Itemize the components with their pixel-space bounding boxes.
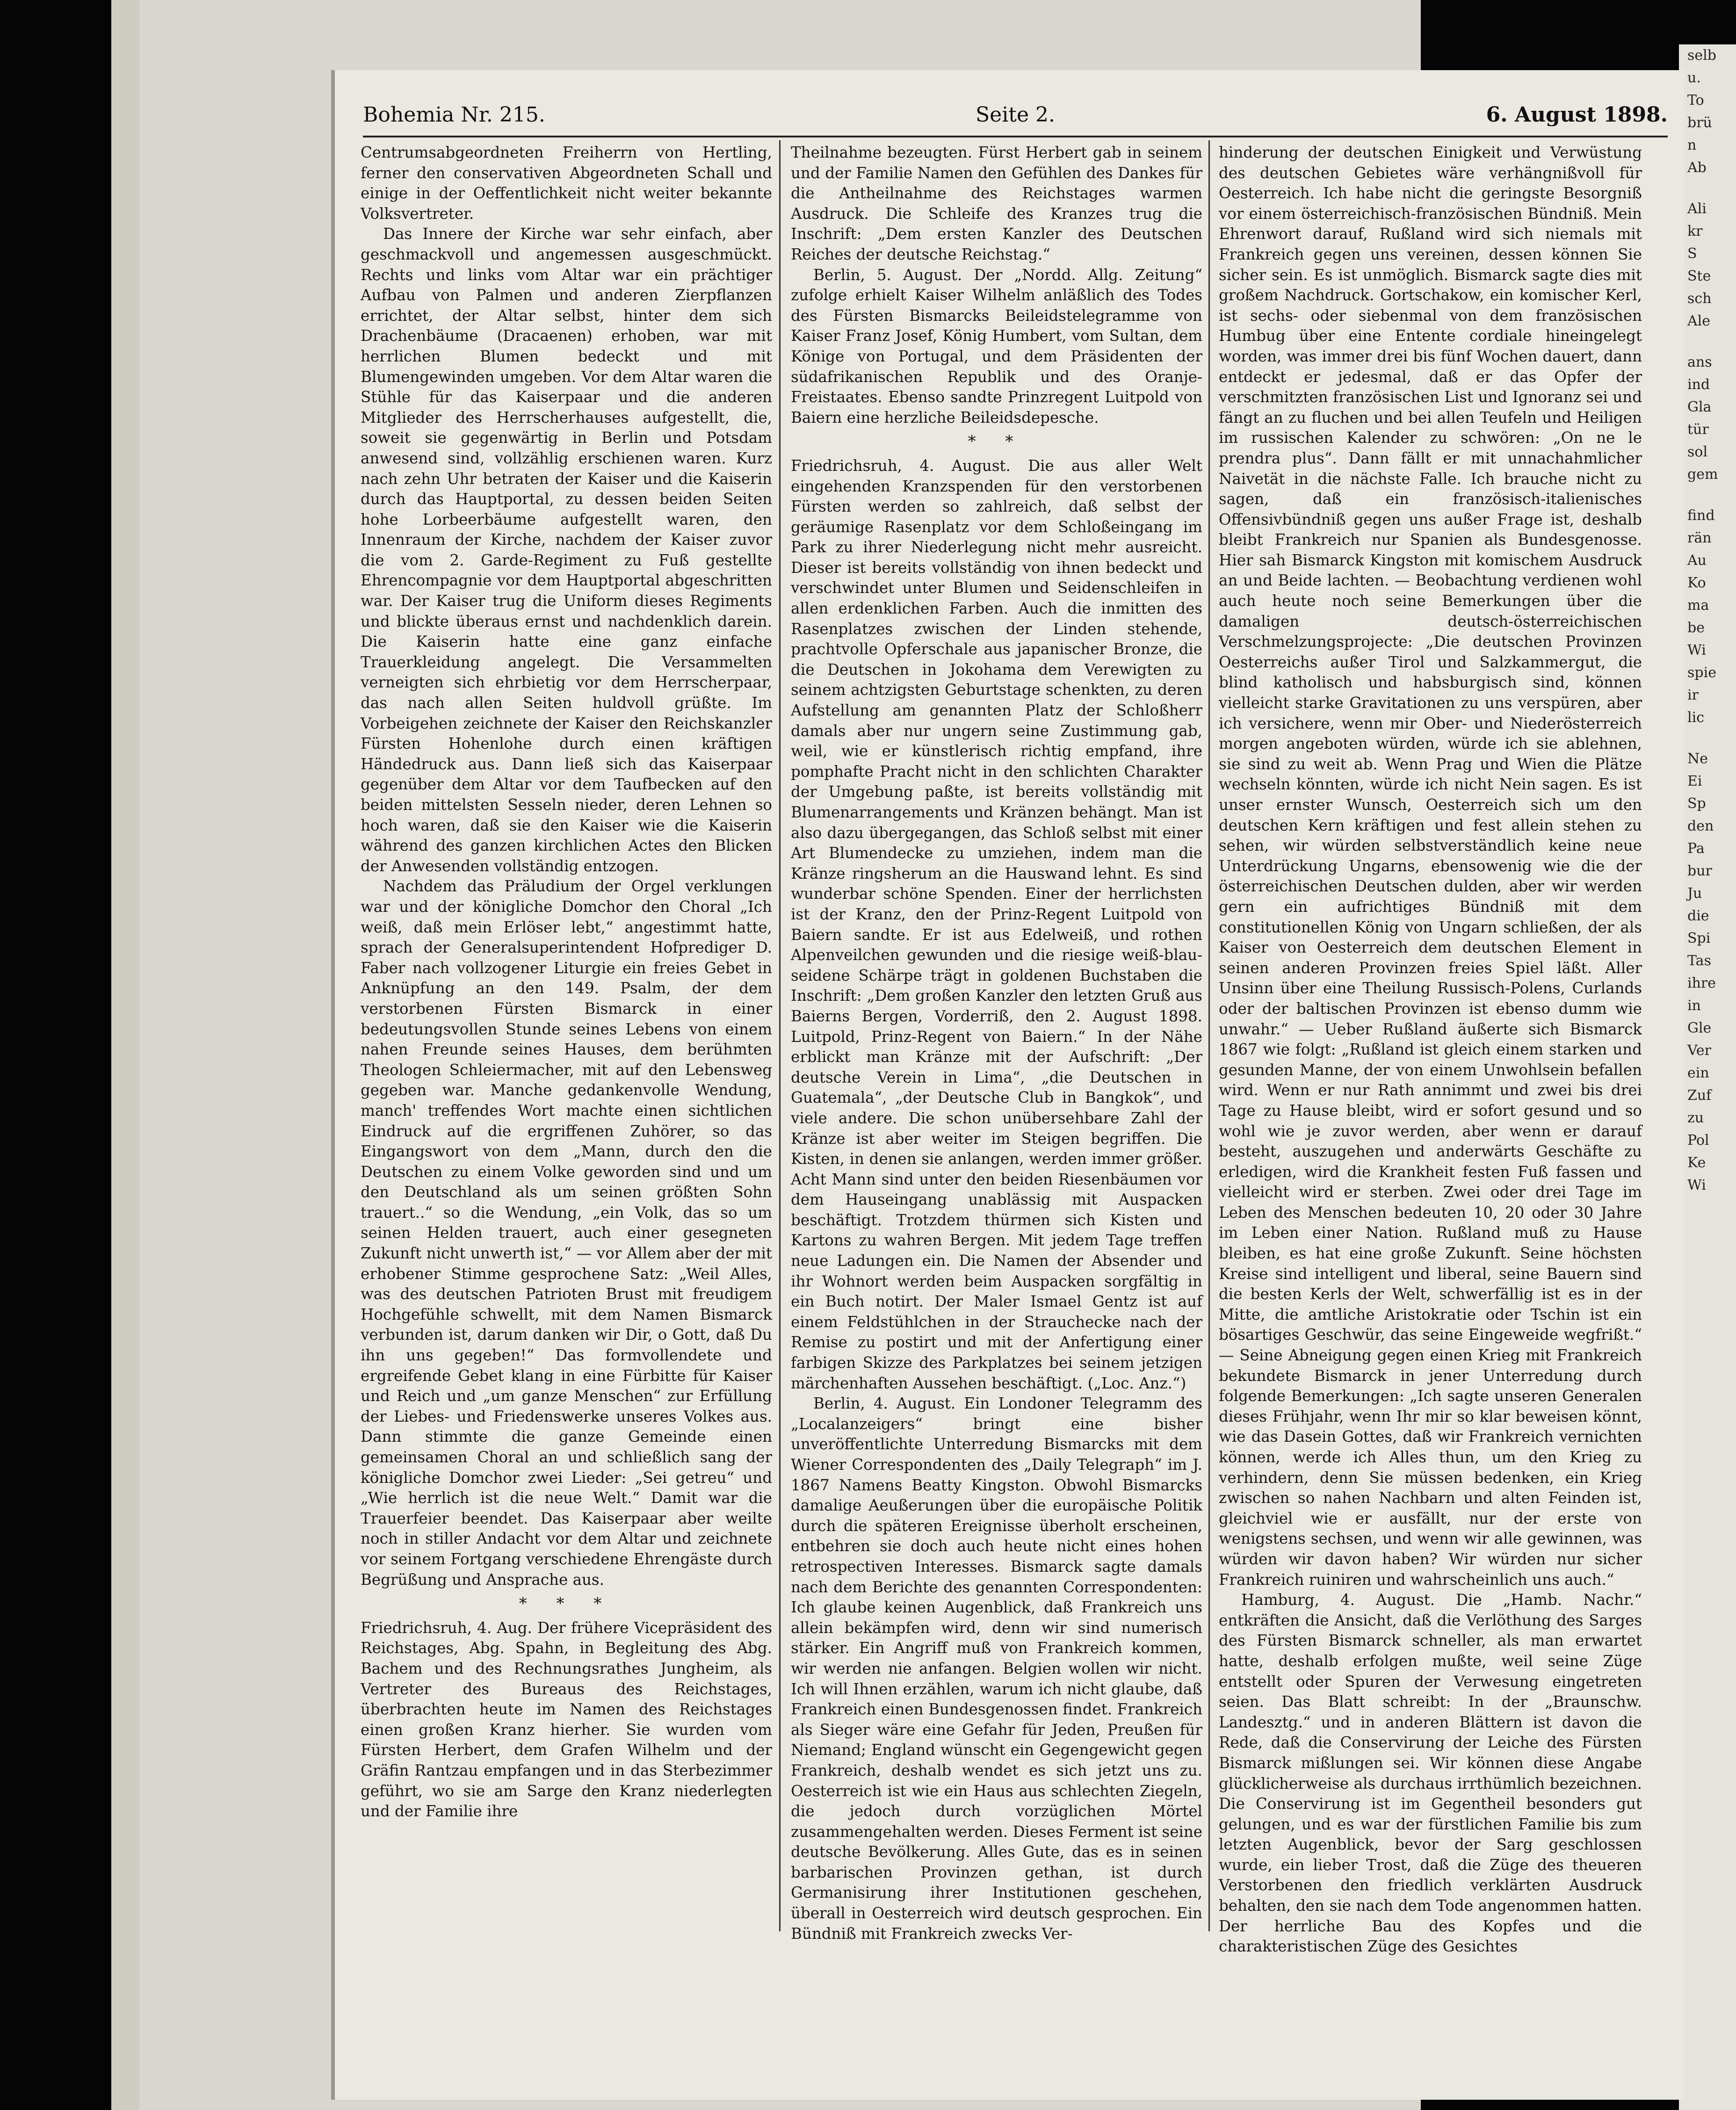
neighbor-line: gem [1687,466,1718,483]
neighbor-line: Wi [1687,642,1706,658]
neighbor-page-fragment [1679,44,1736,2110]
neighbor-line: u. [1687,70,1701,86]
neighbor-line: ein [1687,1065,1709,1081]
neighbor-line: Ke [1687,1155,1706,1171]
section-divider: * * * [519,1594,614,1613]
neighbor-line: Tas [1687,953,1711,969]
neighbor-line: Ne [1687,751,1708,767]
page-number: Seite 2. [976,103,1055,127]
neighbor-line: den [1687,818,1714,834]
column-divider-2 [1208,140,1210,1931]
paragraph: Theilnahme bezeugten. Fürst Herbert gab in seinem und der Familie Namen den Gefühlen des Dankes für die Antheilnahme des Reichstages warmen Ausdruck. Die Schleife des Kranzes trug die Inschrift: „Dem ersten Kanzler des Deutschen Reiches der deutsche Reichstag.“ [791,144,1202,263]
neighbor-line: spie [1687,665,1716,681]
neighbor-line: ir [1687,687,1699,703]
paragraph: Friedrichsruh, 4. Aug. Der frühere Vicepräsident des Reichstages, Abg. Spahn, in Begleitung des Abg. Bachem und des Rechnungsrathes Jungheim, als Vertreter des Bureaus des Reichstages, überbrachten heute im Namen des Reichstages einen großen Kranz hierher. Sie wurden vom Fürsten Herbert, dem Grafen Wilhelm und der Gräfin Rantzau empfangen und in das Sterbezimmer geführt, wo sie am Sarge den Kranz niederlegten und der Familie ihre [361,1619,772,1821]
column-3 [1219,143,1642,1956]
neighbor-line: be [1687,620,1705,636]
column-divider-1 [779,140,781,1931]
neighbor-line: sol [1687,444,1708,460]
paragraph: Friedrichsruh, 4. August. Die aus aller Welt eingehenden Kranzspenden für den verstorbenen Fürsten werden so zahlreich, daß selbst der geräumige Rasenplatz vor dem Schloßeingang im Park zu ihrer Niederlegung nicht mehr ausreicht. Dieser ist bereits vollständig von ihnen bedeckt und verschwindet unter Blumen und Seidenschleifen in allen erdenklichen Farben. Auch die inmitten des Rasenplatzes zwischen der Linden stehende, prachtvolle Opferschale aus japanischer Bronze, die die Deutschen in Jokohama dem Verewigten zu seinem achtzigsten Geburtstage schenkten, zu deren Aufstellung am genannten Platz der Schloßherr damals aber nur ungern seine Zustimmung gab, weil, wie er künstlerisch richtig empfand, ihre pomphafte Pracht nicht in den schlichten Charakter der Umgebung paßte, ist bereits vollständig mit Blumenarrangements und Kränzen behängt. Man ist also dazu übergegangen, das Schloß selbst mit einer Art Blumendecke zu umziehen, indem man die Kränze ringsherum an die Hauswand lehnt. Es sind wunderbar schöne Spenden. Einer der herrlichsten ist der Kranz, den der Prinz-Regent Luitpold von Baiern sandte. Er ist aus Edelweiß, und rothen Alpenveilchen gewunden und die riesige weiß-blau-seidene Schärpe trägt in goldenen Buchstaben die Inschrift: „Dem großen Kanzler den letzten Gruß aus Baierns Bergen, Vorderriß, den 2. August 1898. Luitpold, Prinz-Regent von Baiern.“ In der Nähe erblickt man Kränze mit der Aufschrift: „Der deutsche Verein in Lima“, „die Deutschen in Guatemala“, „der Deutsche Club in Bangkok“, und viele andere. Die schon unübersehbare Zahl der Kränze ist aber weiter im Steigen begriffen. Die Kisten, in denen sie anlangen, werden immer größer. Acht Mann sind unter den beiden Riesenbäumen vor dem Hauseingang unablässig mit Auspacken beschäftigt. Trotzdem thürmen sich Kisten und Kartons zu wahren Bergen. Mit jedem Tage treffen neue Ladungen ein. Die Namen der Absender und ihr Wohnort werden beim Auspacken sorgfältig in ein Buch notirt. Der Maler Ismael Gentz ist auf einem Feldstühlchen in der Strauchecke nach der Remise zu postirt und mit der Anfertigung einer farbigen Skizze des Parkplatzes bei seinem jetzigen märchenhaften Aussehen beschäftigt. („Loc. Anz.“) [791,456,1202,1392]
paragraph: Berlin, 5. August. Der „Nordd. Allg. Zeitung“ zufolge erhielt Kaiser Wilhelm anläßlich des Todes des Fürsten Bismarcks Beileidstelegramme von Kaiser Franz Josef, König Humbert, vom Sultan, dem Könige von Portugal, und dem Präsidenten der südafrikanischen Republik und des Oranje-Freistaates. Ebenso sandte Prinzregent Luitpold von Baiern eine herzliche Beileidsdepesche. [791,266,1202,426]
neighbor-line: Spi [1687,930,1711,947]
neighbor-line: rän [1687,530,1712,546]
neighbor-line: bur [1687,863,1712,879]
newspaper-page [335,70,1684,2100]
neighbor-line: Gla [1687,399,1712,415]
paragraph: Centrumsabgeordneten Freiherrn von Hertling, ferner den conservativen Abgeordneten Schall und einige in der Oeffentlichkeit nicht weiter bekannte Volksvertreter. [361,144,772,223]
neighbor-line: die [1687,908,1709,924]
neighbor-line: To [1687,92,1704,108]
neighbor-page-lines [1679,44,1736,1197]
neighbor-line: Ko [1687,575,1706,591]
neighbor-line: find [1687,507,1715,524]
newspaper-issue: Bohemia Nr. 215. [363,103,545,127]
back-sheet-edge [111,0,139,2110]
neighbor-line: kr [1687,223,1703,239]
header-rule [363,136,1668,137]
neighbor-line: tür [1687,421,1709,438]
neighbor-line: brü [1687,115,1712,131]
neighbor-line: Zuf [1687,1087,1712,1104]
neighbor-line: zu [1687,1110,1704,1126]
neighbor-line: Ver [1687,1042,1712,1059]
neighbor-line: ihre [1687,975,1716,991]
neighbor-line: Pa [1687,840,1705,857]
paragraph: Das Innere der Kirche war sehr einfach, aber geschmackvoll und angemessen ausgeschmückt. Rechts und links vom Altar war ein prächtiger Aufbau von Palmen und anderen Zierpflanzen errichtet, der Altar selbst, hinter dem sich Drachenbäume (Dracaenen) erhoben, war mit herrlichen Blumen bedeckt und mit Blumengewinden umgeben. Vor dem Altar waren die Stühle für das Kaiserpaar und die anderen Mitglieder des Herrscherhauses aufgestellt, die, soweit sie gegenwärtig in Berlin und Potsdam anwesend sind, vollzählig erschienen waren. Kurz nach zehn Uhr betraten der Kaiser und die Kaiserin durch das Hauptportal, zu dessen beiden Seiten hohe Lorbeerbäume aufgestellt waren, den Innenraum der Kirche, nachdem der Kaiser zuvor die vom 2. Garde-Regiment zu Fuß gestellte Ehrencompagnie vor dem Hauptportal abgeschritten war. Der Kaiser trug die Uniform dieses Regiments und blickte überaus ernst und nachdenklich darein. Die Kaiserin hatte eine ganz einfache Trauerkleidung angelegt. Die Versammelten verneigten sich ehrbietig vor dem Herrscherpaar, das nach allen Seiten huldvoll grüßte. Im Vorbeigehen zeichnete der Kaiser den Reichskanzler Fürsten Hohenlohe durch einen kräftigen Händedruck aus. Dann ließ sich das Kaiserpaar gegenüber dem Altar vor dem Taufbecken auf den beiden mittelsten Sesseln nieder, deren Lehnen so hoch waren, daß sie den Kaiser wie die Kaiserin während des ganzen kirchlichen Actes den Blicken der Anwesenden vollständig entzogen. [361,225,772,875]
neighbor-line: S [1687,246,1697,262]
neighbor-line: Au [1687,552,1707,569]
neighbor-line: n [1687,137,1697,153]
paragraph: hinderung der deutschen Einigkeit und Verwüstung des deutschen Gebietes wäre verhängnißvoll für Oesterreich. Ich habe nicht die geringste Besorgniß vor einem österreichisch-französischen Bündniß. Mein Ehrenwort darauf, Rußland wird sich niemals mit Frankreich gegen uns vereinen, dessen können Sie sicher sein. Es ist unmöglich. Bismarck sagte dies mit großem Nachdruck. Gortschakow, ein komischer Kerl, ist sechs- oder siebenmal von dem französischen Humbug über eine Entente cordiale hineingelegt worden, was immer drei bis fünf Wochen dauert, dann entdeckt er jedesmal, daß er das Opfer der verschmitzten französischen List und Ignoranz sei und fängt an zu fluchen und bei allen Teufeln und Heiligen im russischen Kalender zu schwören: „On ne le prendra plus“. Dann fällt er mit unnachahmlicher Naivetät in die nächste Falle. Ich brauche nicht zu sagen, daß ein französisch-italienisches Offensivbündniß gegen uns außer Frage ist, deshalb bleibt Frankreich nur Spanien als Bundesgenosse. Hier sah Bismarck Kingston mit komischem Ausdruck an und Beide lachten. — Beobachtung verdienen wohl auch heute noch seine Bemerkungen über die damaligen deutsch-österreichischen Verschmelzungsprojecte: „Die deutschen Provinzen Oesterreichs außer Tirol und Salzkammergut, die blind katholisch und habsburgisch sind, können vielleicht starke Gravitationen zu uns verspüren, aber ich versichere, wenn mir Ober- und Niederösterreich morgen angeboten würden, würde ich sie ablehnen, sie sind zu weit ab. Wenn Prag und Wien die Plätze wechseln könnten, würde ich nicht Nein sagen. Es ist unser ernster Wunsch, Oesterreich sich um den deutschen Kern kräftigen und fest allein stehen zu sehen, wir würden selbstverständlich keine neue Unterdrückung Ungarns, ebensowenig wie die der österreichischen Deutschen dulden, aber wir werden gern ein aufrichtiges Bündniß mit dem constitutionellen König von Ungarn schließen, der als Kaiser von Oesterreich dem deutschen Element in seinen anderen Provinzen freies Spiel läßt. Aller Unsinn über eine Theilung Russisch-Polens, Curlands oder der baltischen Provinzen ist ebenso dumm wie unwahr.“ — Ueber Rußland äußerte sich Bismarck 1867 wie folgt: „Rußland ist gleich einem starken und gesunden Manne, der von einem Unwohlsein befallen wird. Wenn er nur Rath annimmt und zwei bis drei Tage zu Hause bleibt, wird er sofort gesund und so wohl wie je zuvor werden, aber wenn er darauf besteht, auszugehen und anderwärts Geschäfte zu erledigen, wird die Krankheit festen Fuß fassen und vielleicht wird er sterben. Zwei oder drei Tage im Leben des Menschen bedeuten 10, 20 oder 30 Jahre im Leben einer Nation. Rußland muß zu Hause bleiben, es hat eine große Zukunft. Seine höchsten Kreise sind intelligent und liberal, seine Bauern sind die besten Kerls der Welt, schwerfällig ist es in der Mitte, die amtliche Aristokratie oder Tschin ist ein bösartiges Geschwür, das seine Eingeweide wegfrißt.“ — Seine Abneigung gegen einen Krieg mit Frankreich bekundete Bismarck in jener Unterredung durch folgende Bemerkungen: „Ich sagte unseren Generalen dieses Frühjahr, wenn Ihr mir so klar beweisen könnt, wie das Dasein Gottes, daß wir Frankreich vernichten können, werde ich Alles thun, um den Krieg zu verhindern, denn Sie müssen bedenken, ein Krieg zwischen so nahen Nachbarn und alten Feinden ist, gleichviel wie er ausfällt, nur der erste von wenigstens sechsen, und wenn wir alle gewinnen, was würden wir davon haben? Wir würden nur sicher Frankreich ruiniren und wahrscheinlich uns auch.“ [1219,144,1642,1589]
neighbor-line: Ju [1687,885,1702,902]
neighbor-line: Ale [1687,313,1711,329]
neighbor-line: Ste [1687,268,1711,284]
column-2 [791,143,1202,1943]
neighbor-line: ans [1687,354,1712,370]
issue-date: 6. August 1898. [1486,103,1668,127]
neighbor-line: Sp [1687,795,1706,812]
section-divider: * * [968,432,1026,451]
neighbor-line: Ab [1687,159,1707,176]
neighbor-line: lic [1687,709,1704,726]
neighbor-line: Gle [1687,1020,1712,1036]
neighbor-line: Pol [1687,1132,1709,1149]
neighbor-line: sch [1687,290,1712,307]
paragraph: Berlin, 4. August. Ein Londoner Telegramm des „Localanzeigers“ bringt eine bisher unveröffentlichte Unterredung Bismarcks mit dem Wiener Correspondenten des „Daily Telegraph“ im J. 1867 Namens Beatty Kingston. Obwohl Bismarcks damalige Aeußerungen über die europäische Politik durch die späteren Ereignisse überholt erscheinen, entbehren sie doch auch heute nicht eines hohen retrospectiven Interesses. Bismarck sagte damals nach dem Berichte des genannten Correspondenten: Ich glaube keinen Augenblick, daß Frankreich uns allein bekämpfen wird, denn wir sind numerisch stärker. Ein Angriff muß von Frankreich kommen, wir werden nie anfangen. Belgien wollen wir nicht. Ich will Ihnen erzählen, warum ich nicht glaube, daß Frankreich einen Bundesgenossen findet. Frankreich als Sieger wäre eine Gefahr für Jeden, Preußen für Niemand; England wünscht ein Gegengewicht gegen Frankreich, deshalb wendet es sich jetzt uns zu. Oesterreich ist wie ein Haus aus schlechten Ziegeln, die jedoch durch vorzüglichen Mörtel zusammengehalten werden. Dieses Ferment ist seine deutsche Bevölkerung. Alles Gute, das es in seinen barbarischen Provinzen gethan, ist durch Germanisirung ihrer Institutionen geschehen, überall in Oesterreich wird deutsch gesprochen. Ein Bündniß mit Frankreich zwecks Ver- [791,1395,1202,1943]
neighbor-line: Ei [1687,773,1702,789]
column-1 [361,143,772,1924]
neighbor-line: in [1687,997,1701,1014]
neighbor-line: ma [1687,597,1709,614]
neighbor-line: ind [1687,376,1710,393]
paragraph: Nachdem das Präludium der Orgel verklungen war und der königliche Domchor den Choral „Ich weiß, daß mein Erlöser lebt,“ angestimmt hatte, sprach der Generalsuperintendent Hofprediger D. Faber nach vollzogener Liturgie ein freies Gebet in Anknüpfung an den 149. Psalm, der dem verstorbenen Fürsten Bismarck in einer bedeutungsvollen Stunde seines Lebens von einem nahen Freunde seines Hauses, dem berühmten Theologen Schleiermacher, mit auf den Lebensweg gegeben war. Manche gedankenvolle Wendung, manch' treffendes Wort machte einen sichtlichen Eindruck auf die ergriffenen Zuhörer, so das Eingangswort von dem „Mann, durch den die Deutschen zu einem Volke geworden sind und um den Deutschland als um seinen größten Sohn trauert..“ so die Wendung, „ein Volk, das so um seinen Helden trauert, auch einer gesegneten Zukunft nicht unwerth ist,“ — vor Allem aber der mit erhobener Stimme gesprochene Satz: „Weil Alles, was des deutschen Patrioten Brust mit freudigem Hochgefühle schwellt, mit dem Namen Bismarck verbunden ist, darum danken wir Dir, o Gott, daß Du ihn uns gegeben!“ Das formvollendete und ergreifende Gebet klang in eine Fürbitte für Kaiser und Reich und „um ganze Menschen“ zur Erfüllung der Liebes- und Friedenswerke unseres Volkes aus. Dann stimmte die ganze Gemeinde einen gemeinsamen Choral an und schließlich sang der königliche Domchor zwei Lieder: „Sei getreu“ und „Wie herrlich ist die neue Welt.“ Damit war die Trauerfeier beendet. Das Kaiserpaar aber weilte noch in stiller Andacht vor dem Altar und zeichnete vor seinem Fortgang verschiedene Ehrengäste durch Begrüßung und Ansprache aus. [361,877,772,1589]
neighbor-line: Ali [1687,201,1707,217]
neighbor-line: selb [1687,47,1716,64]
page-header [363,103,1668,136]
paragraph: Hamburg, 4. August. Die „Hamb. Nachr.“ entkräften die Ansicht, daß die Verlöthung des Sarges des Fürsten Bismarck schneller, als man erwartet hatte, deshalb erfolgen mußte, weil seine Züge entstellt oder Spuren der Verwesung eingetreten seien. Das Blatt schreibt: In der „Braunschw. Landesztg.“ und in anderen Blättern ist davon die Rede, daß die Conservirung der Leiche des Fürsten Bismarck mißlungen sei. Wir können diese Angabe glücklicherweise als durchaus irrthümlich bezeichnen. Die Conservirung ist im Gegentheil besonders gut gelungen, und es war der fürstlichen Familie bis zum letzten Augenblick, bevor der Sarg geschlossen wurde, ein lieber Trost, daß die Züge des theueren Verstorbenen den friedlich verklärten Ausdruck behalten, den sie nach dem Tode angenommen hatten. Der herrliche Bau des Kopfes und die charakteristischen Züge des Gesichtes [1219,1591,1642,1956]
neighbor-line: Wi [1687,1177,1706,1193]
